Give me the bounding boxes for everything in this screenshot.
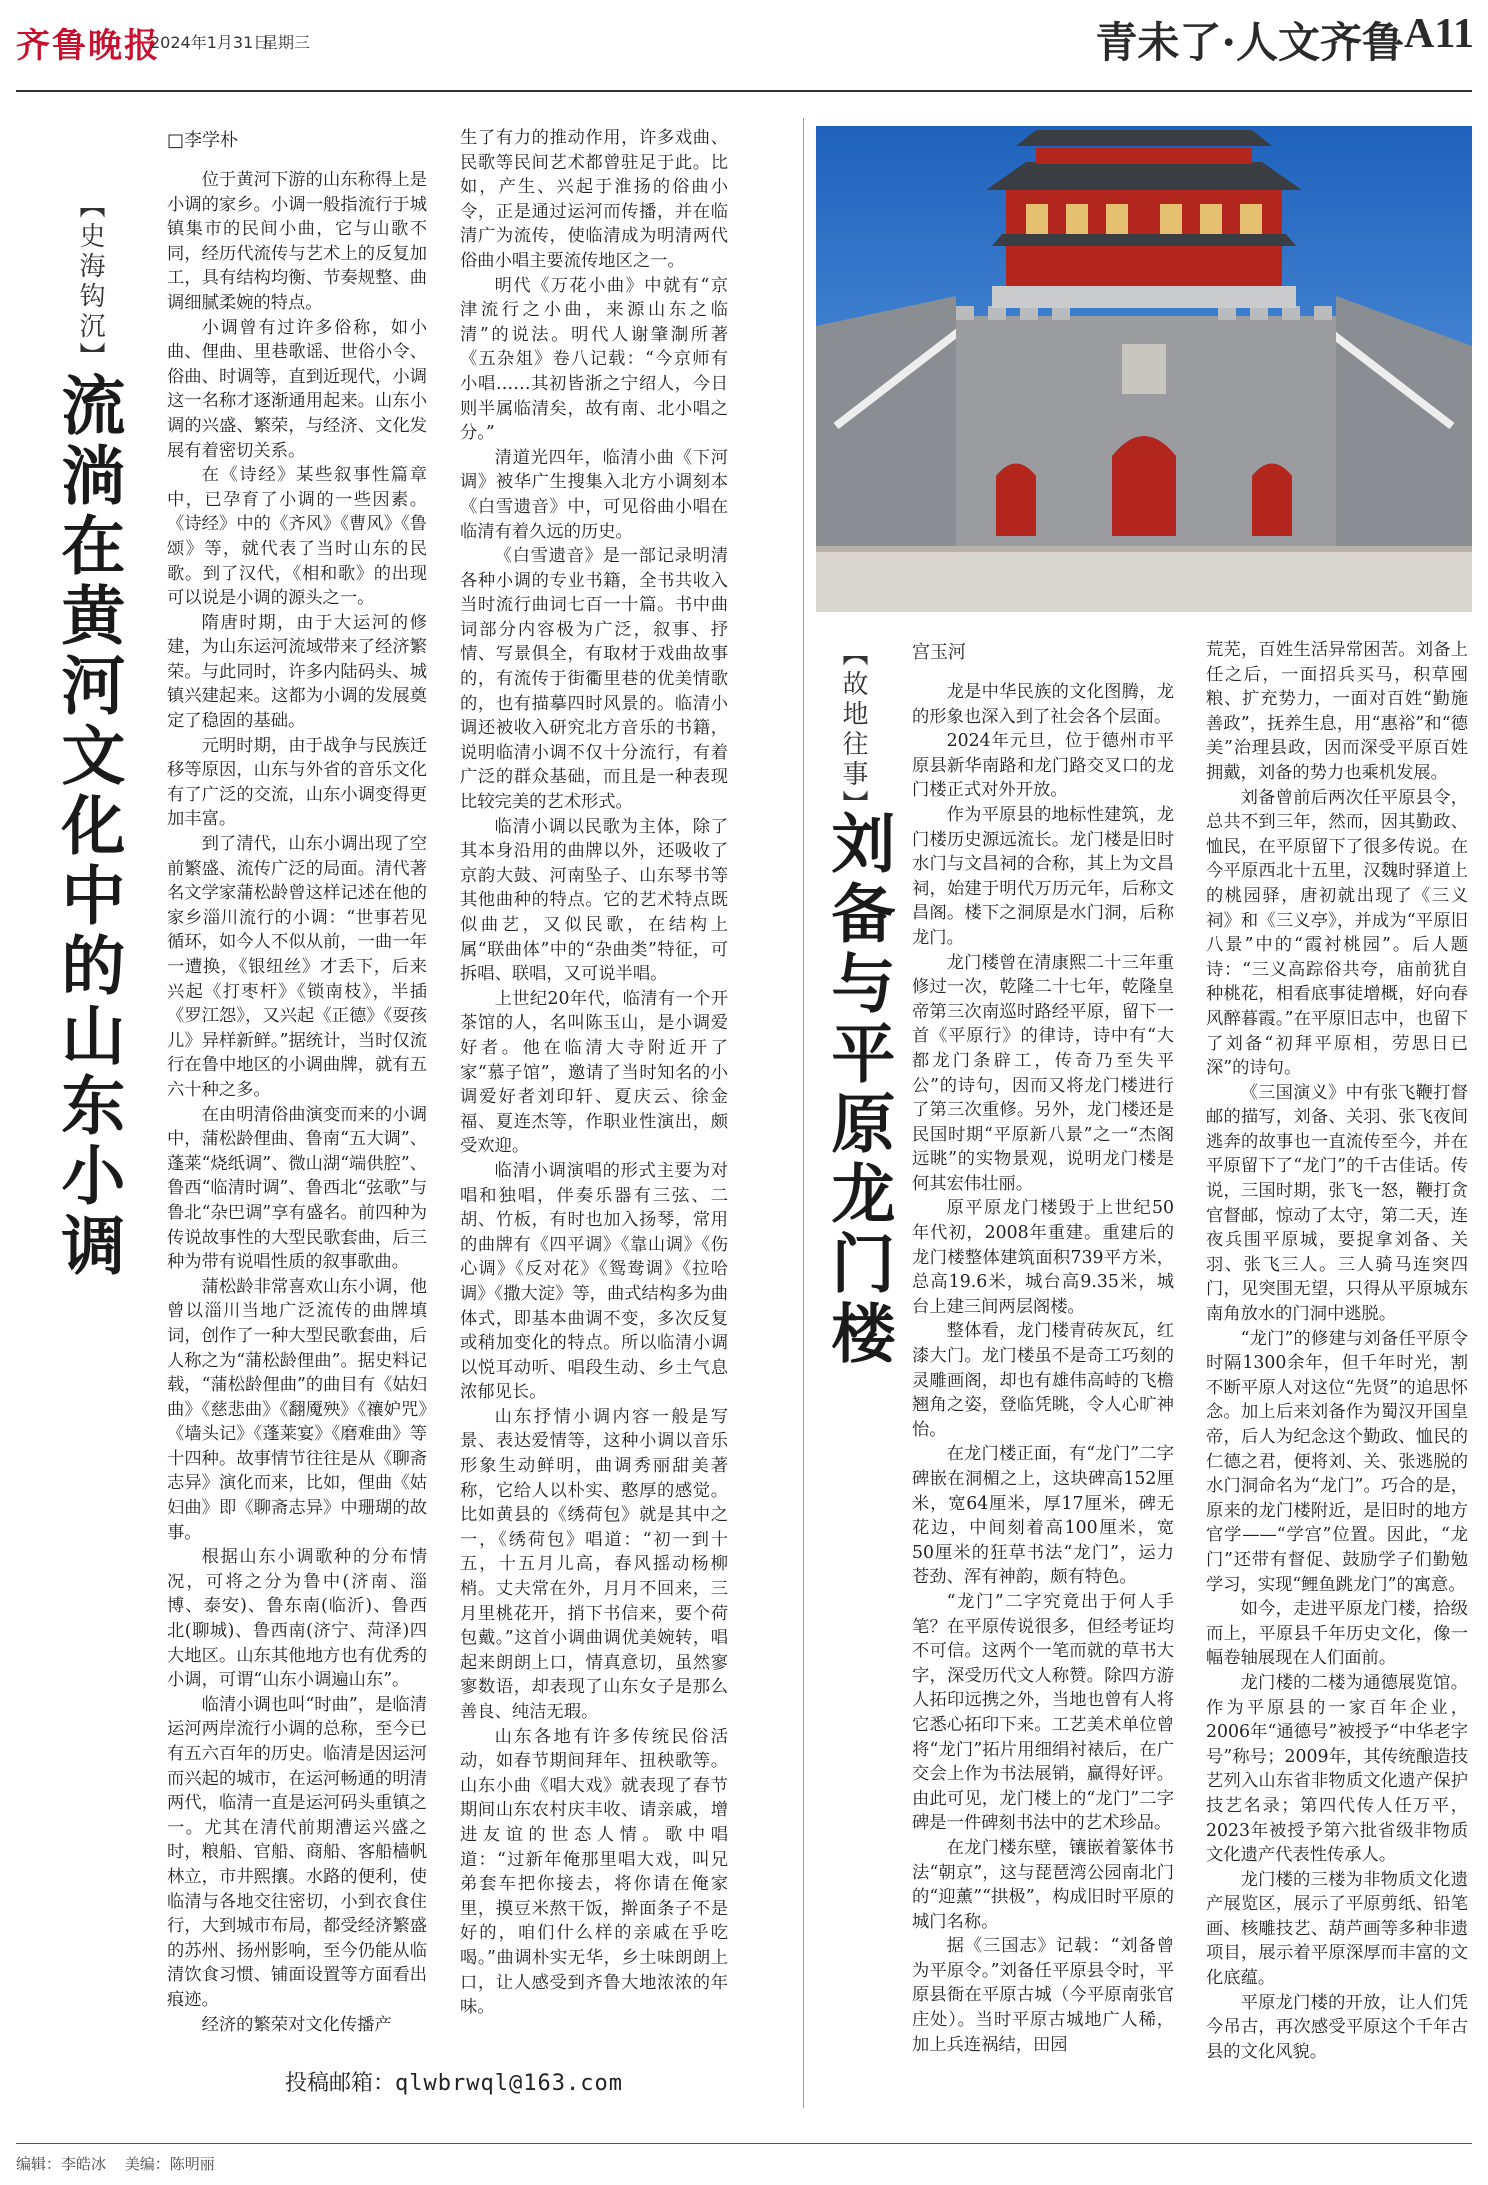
article-paragraph: 《三国演义》中有张飞鞭打督邮的描写，刘备、关羽、张飞夜间逃奔的故事也一直流传至今，并在平原留下了“龙门”的千古佳话。传说，三国时期，张飞一怒，鞭打贪官督邮，惊动了太守，第二天，连夜兵围平原城，要捉拿刘备、关羽、张飞三人。三人骑马连突四门，见突围无望，只得从平原城东南角放水的门洞中逃脱。 <box>1206 1082 1468 1325</box>
section-title: 青未了·人文齐鲁 <box>1095 18 1404 67</box>
article-paragraph: 龙门楼的三楼为非物质文化遗产展览区，展示了平原剪纸、铅笔画、核雕技艺、葫芦画等多种非遗项目，展示着平原深厚而丰富的文化底蕴。 <box>1206 1869 1468 1989</box>
article-paragraph: 到了清代，山东小调出现了空前繁盛、流传广泛的局面。清代著名文学家蒲松龄曾这样记述在他的家乡淄川流行的小调：“世事若见循环，如今人不似从前，一曲一年一遭换，《银纽丝》才丢下，后来兴起《打枣杆》《锁南枝》，半插《罗江怨》，又兴起《正德》《耍孩儿》异样新鲜。”据统计，当时仅流行在鲁中地区的小调曲牌，就有五六十种之多。 <box>167 834 427 1100</box>
left-article-byline: □李学朴 <box>167 130 239 151</box>
article-paragraph: 作为平原县的地标性建筑，龙门楼历史源远流长。龙门楼是旧时水门与文昌祠的合称，其上为文昌祠，始建于明代万历元年，后称文昌阁。楼下之洞原是水门洞，后称龙门。 <box>912 804 1174 948</box>
left-article-headline: 流淌在黄河文化中的山东小调 <box>50 372 126 1282</box>
article-paragraph: 经济的繁荣对文化传播产 <box>201 2014 392 2035</box>
issue-weekday: 星期三 <box>262 33 311 52</box>
article-paragraph: “龙门”二字究竟出于何人手笔？在平原传说很多，但经考证均不可信。这两个一笔而就的草书大字，深受历代文人称赞。除四方游人拓印远携之外，当地也曾有人将它悉心拓印下来。工艺美术单位曾将“龙门”拓片用细绢衬裱后，在广交会上作为书法展销，赢得好评。由此可见，龙门楼上的“龙门”二字碑是一件碑刻书法中的艺术珍品。 <box>912 1591 1174 1834</box>
article-paragraph: 《白雪遗音》是一部记录明清各种小调的专业书籍，全书共收入当时流行曲词七百一十篇。书中曲词部分内容极为广泛，叙事、抒情、写景俱全，有取材于戏曲故事的，有流传于街衢里巷的优美情歌的，也有描摹四时风景的。临清小调还被收入研究北方音乐的书籍，说明临清小调不仅十分流行，有着广泛的群众基础，而且是一种表现比较完美的艺术形式。 <box>460 546 728 813</box>
article-paragraph: 元明时期，由于战争与民族迁移等原因，山东与外省的音乐文化有了广泛的交流，山东小调变得更加丰富。 <box>167 735 427 830</box>
newspaper-logo: 齐鲁晚报 <box>16 26 160 66</box>
article-paragraph: 在龙门楼正面，有“龙门”二字碑嵌在洞楣之上，这块碑高152厘米，宽64厘米，厚17厘米，碑无花边，中间刻着高100厘米，宽50厘米的狂草书法“龙门”，运力苍劲、浑有神韵，颇有特色。 <box>912 1444 1174 1588</box>
article-paragraph: 荒芜，百姓生活异常困苦。刘备上任之后，一面招兵买马，积草囤粮、扩充势力，一面对百姓“勤施善政”，抚养生息，用“惠裕”和“德美”治理县政，因而深受平原百姓拥戴，刘备的势力也乘机发展。 <box>1206 640 1468 783</box>
left-article-column-1 <box>167 168 427 2058</box>
left-article-column-2 <box>460 126 728 2056</box>
article-paragraph: 龙是中华民族的文化图腾，龙的形象也深入到了社会各个层面。 <box>912 682 1174 727</box>
article-paragraph: 刘备曾前后两次任平原县令，总共不到三年，然而，因其勤政、恤民，在平原留下了很多传说。在今平原西北十五里，汉魏时驿道上的桃园驿，唐初就出现了《三义祠》和《三义亭》，并成为“平原旧八景”中的“霞衬桃园”。后人题诗：“三义高踪俗共夸，庙前犹自种桃花，相看底事徒增概，好向春风醉暮霞。”在平原旧志中，也留下了刘备“初拜平原相，劳思日已深”的诗句。 <box>1206 787 1468 1079</box>
article-paragraph: “龙门”的修建与刘备任平原令时隔1300余年，但千年时光，割不断平原人对这位“先贤”的追思怀念。加上后来刘备作为蜀汉开国皇帝，后人为纪念这个勤政、恤民的仁德之君，便将刘、关、张逃脱的水门洞命名为“龙门”。巧合的是，原来的龙门楼附近，是旧时的地方官学——“学宫”位置。因此，“龙门”还带有督促、鼓励学子们勤勉学习，实现“鲤鱼跳龙门”的寓意。 <box>1206 1328 1468 1595</box>
article-paragraph: 山东各地有许多传统民俗活动，如春节期间拜年、扭秧歌等。山东小曲《唱大戏》就表现了春节期间山东农村庆丰收、请亲戚，增进友谊的世态人情。歌中唱道：“过新年俺那里唱大戏，叫兄弟套车把你接去，将你请在俺家里，摸豆米熬干饭，擀面条子不是好的，咱们什么样的亲戚在乎吃喝。”曲调朴实无华，乡土味朗朗上口，让人感受到齐鲁大地浓浓的年味。 <box>460 1726 728 2018</box>
masthead <box>0 0 1488 92</box>
article-paragraph: 在由明清俗曲演变而来的小调中，蒲松龄俚曲、鲁南“五大调”、蓬莱“烧纸调”、微山湖“端供腔”、鲁西“临清时调”、鲁西北“弦歌”与鲁北“杂巴调”享有盛名。前四种为传说故事性的大型民歌套曲，后三种为带有说唱性质的叙事歌曲。 <box>167 1104 427 1273</box>
article-paragraph: 明代《万花小曲》中就有“京津流行之小曲，来源山东之临清”的说法。明代人谢肇淛所著《五杂俎》卷八记载：“今京师有小唱……其初皆浙之宁绍人，今日则半属临清矣，故有南、北小唱之分。” <box>460 275 728 444</box>
editor-credit: 编辑：李皓冰 <box>16 2155 107 2173</box>
right-article-byline: 宫玉河 <box>912 642 966 663</box>
article-paragraph: 位于黄河下游的山东称得上是小调的家乡。小调一般指流行于城镇集市的民间小曲，它与山歌不同，经历代流传与艺术上的反复加工，具有结构均衡、节奏规整、曲调细腻柔婉的特点。 <box>167 170 427 313</box>
article-paragraph: 隋唐时期，由于大运河的修建，为山东运河流域带来了经济繁荣。与此同时，许多内陆码头、城镇兴建起来。这都为小调的发展奠定了稳固的基础。 <box>167 612 427 732</box>
designer-credit: 美编：陈明丽 <box>124 2155 215 2173</box>
page-number: A11 <box>1403 11 1474 57</box>
article-paragraph: 根据山东小调歌种的分布情况，可将之分为鲁中(济南、淄博、泰安)、鲁东南(临沂)、鲁西北(聊城)、鲁西南(济宁、菏泽)四大地区。山东其他地方也有优秀的小调，可谓“山东小调遍山东”。 <box>167 1547 427 1691</box>
article-paragraph: 小调曾有过许多俗称，如小曲、俚曲、里巷歌谣、世俗小令、俗曲、时调等，直到近现代，小调这一名称才逐渐通用起来。山东小调的兴盛、繁荣，与经济、文化发展有着密切关系。 <box>167 317 427 461</box>
submission-email <box>285 2066 623 2097</box>
article-paragraph: 如今，走进平原龙门楼，拾级而上，平原县千年历史文化，像一幅卷轴展现在人们面前。 <box>1206 1599 1468 1669</box>
article-paragraph: 在《诗经》某些叙事性篇章中，已孕育了小调的一些因素。《诗经》中的《齐风》《曹风》《鲁颂》等，就代表了当时山东的民歌。到了汉代，《相和歌》的出现可以说是小调的源头之一。 <box>167 465 427 609</box>
right-article-tag: 【故地往事】 <box>838 640 868 820</box>
article-paragraph: 整体看，龙门楼青砖灰瓦，红漆大门。龙门楼虽不是奇工巧刻的灵雕画阁，却也有雄伟高峙的飞檐翘角之姿，登临凭眺，令人心旷神怡。 <box>912 1321 1174 1440</box>
email-label: 投稿邮箱： <box>285 2071 396 2096</box>
top-rule <box>16 90 1472 92</box>
article-paragraph: 山东抒情小调内容一般是写景、表达爱情等，这种小调以音乐形象生动鲜明，曲调秀丽甜美著称，它给人以朴实、憨厚的感觉。比如黄县的《绣荷包》就是其中之一，《绣荷包》唱道：“初一到十五，十五月儿高，春风摇动杨柳梢。丈夫常在外，月月不回来，三月里桃花开，捎下书信来，要个荷包戴。”这首小调曲调优美婉转，唱起来朗朗上口，情真意切，虽然寥寥数语，却表现了山东女子是那么善良、纯洁无瑕。 <box>460 1406 728 1722</box>
article-paragraph: 临清小调也叫“时曲”，是临清运河两岸流行小调的总称，至今已有五六百年的历史。临清是因运河而兴起的城市，在运河畅通的明清两代，临清一直是运河码头重镇之一。尤其在清代前期漕运兴盛之时，粮船、官船、商船、客船樯帆林立，市井熙攘。水路的便利，使临清与各地交往密切，小到衣食住行，大到城市布局，都受经济繁盛的苏州、扬州影响，至今仍能从临清饮食习惯、铺面设置等方面看出痕迹。 <box>167 1694 427 2010</box>
right-article-headline: 刘备与平原龙门楼 <box>820 810 896 1370</box>
left-article-tag: 【史海钩沉】 <box>75 192 105 372</box>
page-credits <box>16 2153 229 2174</box>
article-paragraph: 在龙门楼东壁，镶嵌着篆体书法“朝京”，这与琵琶湾公园南北门的“迎薰”“拱极”，构成旧时平原的城门名称。 <box>912 1837 1174 1932</box>
article-paragraph: 临清小调以民歌为主体，除了其本身沿用的曲牌以外，还吸收了京韵大鼓、河南坠子、山东琴书等其他曲种的特点。它的艺术特点既似曲艺，又似民歌，在结构上属“联曲体”中的“杂曲类”特征，可拆唱、联唱，又可说半唱。 <box>460 816 728 985</box>
issue-date: 2024年1月31日 <box>150 33 270 52</box>
article-paragraph: 据《三国志》记载：“刘备曾为平原令。”刘备任平原县令时，平原县衙在平原古城（今平原南张官庄处）。当时平原古城地广人稀，加上兵连祸结，田园 <box>912 1936 1174 2055</box>
article-paragraph: 蒲松龄非常喜欢山东小调，他曾以淄川当地广泛流传的曲牌填词，创作了一种大型民歌套曲，后人称之为“蒲松龄俚曲”。据史料记载，“蒲松龄俚曲”的曲目有《姑妇曲》《慈悲曲》《翻魇殃》《禳妒咒》《墙头记》《蓬莱宴》《磨难曲》等十四种。故事情节往往是从《聊斋志异》演化而来，比如，俚曲《姑妇曲》即《聊斋志异》中珊瑚的故事。 <box>167 1276 427 1543</box>
article-paragraph: 上世纪20年代，临清有一个开茶馆的人，名叫陈玉山，是小调爱好者。他在临清大寺附近开了家“慕子馆”，邀请了当时知名的小调爱好者刘印轩、夏庆云、徐金福、夏连杰等，作职业性演出，颇受欢迎。 <box>460 988 728 1157</box>
article-paragraph: 生了有力的推动作用，许多戏曲、民歌等民间艺术都曾驻足于此。比如，产生、兴起于淮扬的俗曲小令，正是通过运河而传播，并在临清广为流传，使临清成为明清两代俗曲小唱主要流传地区之一。 <box>460 128 728 271</box>
right-article-column-2 <box>1206 638 1468 2112</box>
article-paragraph: 龙门楼的二楼为通德展览馆。作为平原县的一家百年企业，2006年“通德号”被授予“中华老字号”称号；2009年，其传统酿造技艺列入山东省非物质文化遗产保护技艺名录；第四代传人任万平，2023年被授予第六批省级非物质文化遗产代表性传承人。 <box>1206 1672 1468 1866</box>
bottom-rule <box>16 2143 1472 2144</box>
article-paragraph: 平原龙门楼的开放，让人们凭今吊古，再次感受平原这个千年古县的文化风貌。 <box>1206 1992 1468 2062</box>
longmen-tower-photo <box>816 126 1472 612</box>
column-divider <box>803 118 804 2108</box>
article-paragraph: 清道光四年，临清小曲《下河调》被华广生搜集入北方小调刻本《白雪遗音》中，可见俗曲小唱在临清有着久远的历史。 <box>460 447 728 542</box>
email-address[interactable]: qlwbrwql@163.com <box>395 2071 623 2096</box>
article-paragraph: 2024年元旦，位于德州市平原县新华南路和龙门路交叉口的龙门楼正式对外开放。 <box>912 731 1174 801</box>
article-paragraph: 龙门楼曾在清康熙二十三年重修过一次，乾隆二十七年，乾隆皇帝第三次南巡时路经平原，留下一首《平原行》的律诗，诗中有“大都龙门条辟工，传奇乃至失平公”的诗句，因而又将龙门楼进行了第三次重修。另外，龙门楼还是民国时期“平原新八景”之一“杰阁远眺”的实物景观，说明龙门楼是何其宏伟壮丽。 <box>912 952 1174 1194</box>
right-article-column-1 <box>912 680 1174 2112</box>
article-paragraph: 临清小调演唱的形式主要为对唱和独唱，伴奏乐器有三弦、二胡、竹板，有时也加入扬琴，常用的曲牌有《四平调》《靠山调》《伤心调》《反对花》《鸳鸯调》《拉哈调》《撒大淀》等，曲式结构多为曲体式，即基本曲调不变，多次反复或稍加变化的特点。所以临清小调以悦耳动听、唱段生动、乡土气息浓郁见长。 <box>460 1160 728 1403</box>
article-paragraph: 原平原龙门楼毁于上世纪50年代初，2008年重建。重建后的龙门楼整体建筑面积739平方米，总高19.6米，城台高9.35米，城台上建三间两层阁楼。 <box>912 1198 1174 1317</box>
